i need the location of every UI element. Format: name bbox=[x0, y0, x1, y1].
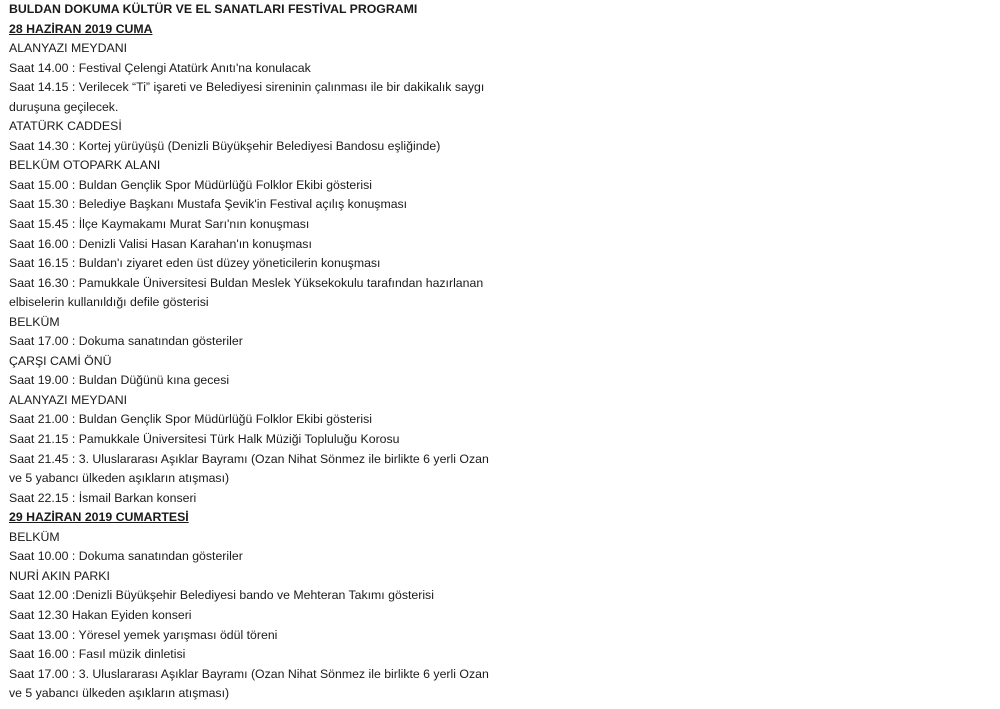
venue-heading: ATATÜRK CADDESİ bbox=[9, 119, 122, 134]
program-item: Saat 15.45 : İlçe Kaymakamı Murat Sarı'nın konuşması bbox=[9, 217, 310, 232]
program-item: Saat 22.15 : İsmail Barkan konseri bbox=[9, 490, 197, 505]
program-item: Saat 19.00 : Buldan Düğünü kına gecesi bbox=[9, 373, 230, 388]
venue-heading: ALANYAZI MEYDANI bbox=[9, 41, 127, 56]
program-item: duruşuna geçilecek. bbox=[9, 99, 119, 114]
program-item: Saat 13.00 : Yöresel yemek yarışması ödül töreni bbox=[9, 627, 278, 642]
document-title: BULDAN DOKUMA KÜLTÜR VE EL SANATLARI FESTİVAL PROGRAMI bbox=[9, 2, 418, 16]
date-heading: 28 HAZİRAN 2019 CUMA bbox=[9, 21, 153, 36]
program-item: Saat 10.00 : Dokuma sanatından gösteriler bbox=[9, 549, 243, 564]
program-item: Saat 12.30 Hakan Eyiden konseri bbox=[9, 607, 192, 622]
program-item: Saat 16.00 : Fasıl müzik dinletisi bbox=[9, 647, 186, 662]
program-item: Saat 12.00 :Denizli Büyükşehir Belediyesi bando ve Mehteran Takımı gösterisi bbox=[9, 588, 434, 603]
venue-heading: ÇARŞI CAMİ ÖNÜ bbox=[9, 353, 112, 368]
program-item: ve 5 yabancı ülkeden aşıkların atışması) bbox=[9, 686, 230, 701]
program-item: Saat 15.30 : Belediye Başkanı Mustafa Şevik'in Festival açılış konuşması bbox=[9, 197, 408, 212]
program-item: Saat 15.00 : Buldan Gençlik Spor Müdürlüğü Folklor Ekibi gösterisi bbox=[9, 177, 372, 192]
program-item: Saat 16.15 : Buldan'ı ziyaret eden üst düzey yöneticilerin konuşması bbox=[9, 256, 381, 271]
program-item: Saat 14.15 : Verilecek “Ti” işareti ve Belediyesi sireninin çalınması ile bir dakikalık saygı bbox=[9, 80, 485, 95]
program-item: Saat 14.00 : Festival Çelengi Atatürk Anıtı'na konulacak bbox=[9, 60, 311, 75]
date-heading: 29 HAZİRAN 2019 CUMARTESİ bbox=[9, 510, 189, 525]
program-item: Saat 14.30 : Kortej yürüyüşü (Denizli Büyükşehir Belediyesi Bandosu eşliğinde) bbox=[9, 138, 441, 153]
program-item: Saat 21.00 : Buldan Gençlik Spor Müdürlüğü Folklor Ekibi gösterisi bbox=[9, 412, 372, 427]
program-item: Saat 21.45 : 3. Uluslararası Aşıklar Bayramı (Ozan Nihat Sönmez ile birlikte 6 yerli Ozan bbox=[9, 451, 489, 466]
venue-heading: NURİ AKIN PARKI bbox=[9, 568, 110, 583]
program-item: Saat 16.00 : Denizli Valisi Hasan Karahan'ın konuşması bbox=[9, 236, 312, 251]
venue-heading: ALANYAZI MEYDANI bbox=[9, 392, 127, 407]
venue-heading: BELKÜM bbox=[9, 529, 60, 544]
program-item: Saat 17.00 : Dokuma sanatından gösteriler bbox=[9, 334, 243, 349]
program-item: elbiselerin kullanıldığı defile gösterisi bbox=[9, 295, 209, 310]
program-lines bbox=[9, 20, 509, 704]
program-item: Saat 16.30 : Pamukkale Üniversitesi Buldan Meslek Yüksekokulu tarafından hazırlanan bbox=[9, 275, 484, 290]
program-item: Saat 21.15 : Pamukkale Üniversitesi Türk Halk Müziği Topluluğu Korosu bbox=[9, 432, 400, 447]
program-item: Saat 17.00 : 3. Uluslararası Aşıklar Bayramı (Ozan Nihat Sönmez ile birlikte 6 yerli Ozan bbox=[9, 666, 489, 681]
venue-heading: BELKÜM OTOPARK ALANI bbox=[9, 158, 161, 173]
program-item: ve 5 yabancı ülkeden aşıkların atışması) bbox=[9, 471, 230, 486]
festival-program-document bbox=[9, 0, 509, 704]
venue-heading: BELKÜM bbox=[9, 314, 60, 329]
